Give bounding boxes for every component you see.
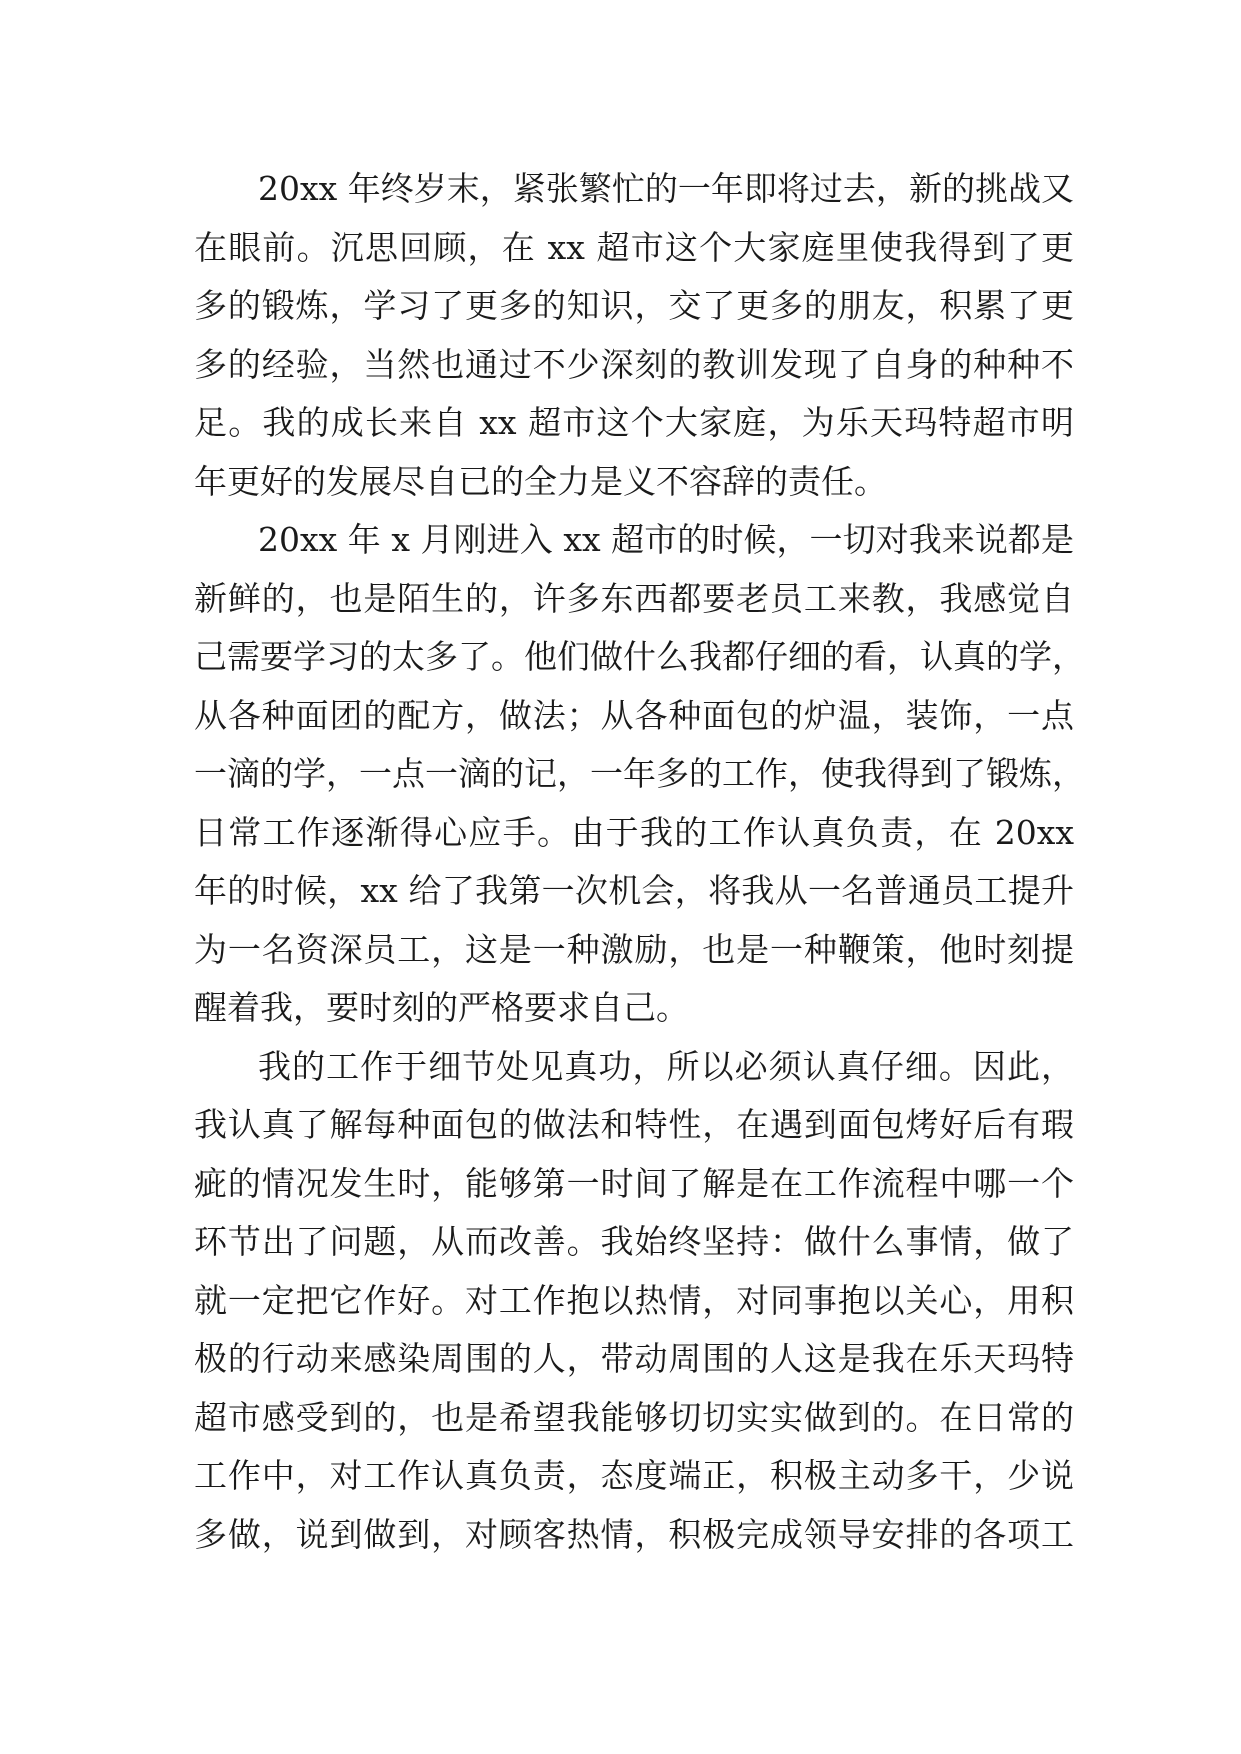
text-line: 日常工作逐渐得心应手。由于我的工作认真负责，在 20xx (194, 812, 1074, 852)
text-line: 在眼前。沉思回顾，在 xx 超市这个大家庭里使我得到了更 (194, 227, 1074, 267)
text-line: 20xx 年 x 月刚进入 xx 超市的时候，一切对我来说都是 (258, 520, 1074, 559)
text-line: 环节出了问题，从而改善。我始终坚持：做什么事情，做了 (194, 1222, 1074, 1261)
text-line: 多的经验，当然也通过不少深刻的教训发现了自身的种种不 (194, 344, 1074, 384)
text-line: 年的时候，xx 给了我第一次机会，将我从一名普通员工提升 (194, 871, 1074, 910)
text-line: 极的行动来感染周围的人，带动周围的人这是我在乐天玛特 (194, 1339, 1074, 1378)
text-line: 醒着我，要时刻的严格要求自己。 (194, 988, 689, 1027)
text-line: 我认真了解每种面包的做法和特性，在遇到面包烤好后有瑕 (194, 1105, 1074, 1144)
text-line: 多的锻炼，学习了更多的知识，交了更多的朋友，积累了更 (194, 286, 1074, 325)
text-line: 己需要学习的太多了。他们做什么我都仔细的看，认真的学， (194, 637, 1085, 676)
text-line: 超市感受到的，也是希望我能够切切实实做到的。在日常的 (194, 1397, 1074, 1437)
paragraph-3 (194, 1038, 1074, 1565)
text-line: 为一名资深员工，这是一种激励，也是一种鞭策，他时刻提 (194, 929, 1074, 969)
text-line: 从各种面团的配方，做法；从各种面包的炉温，装饰，一点 (194, 695, 1074, 735)
document-body (194, 160, 1085, 1564)
text-line: 疵的情况发生时，能够第一时间了解是在工作流程中哪一个 (194, 1163, 1074, 1203)
text-line: 足。我的成长来自 xx 超市这个大家庭，为乐天玛特超市明 (194, 403, 1074, 442)
text-line: 20xx 年终岁末，紧张繁忙的一年即将过去，新的挑战又 (258, 169, 1074, 208)
text-line: 多做，说到做到，对顾客热情，积极完成领导安排的各项工 (194, 1514, 1074, 1554)
text-line: 工作中，对工作认真负责，态度端正，积极主动多干，少说 (194, 1456, 1074, 1495)
paragraph-2 (194, 511, 1085, 1038)
text-line: 新鲜的，也是陌生的，许多东西都要老员工来教，我感觉自 (194, 578, 1074, 618)
paragraph-1 (194, 160, 1074, 511)
text-line: 年更好的发展尽自已的全力是义不容辞的责任。 (194, 461, 887, 501)
text-line: 一滴的学，一点一滴的记，一年多的工作，使我得到了锻炼， (194, 754, 1085, 793)
text-line: 我的工作于细节处见真功，所以必须认真仔细。因此， (258, 1046, 1074, 1086)
text-line: 就一定把它作好。对工作抱以热情，对同事抱以关心，用积 (194, 1280, 1074, 1320)
